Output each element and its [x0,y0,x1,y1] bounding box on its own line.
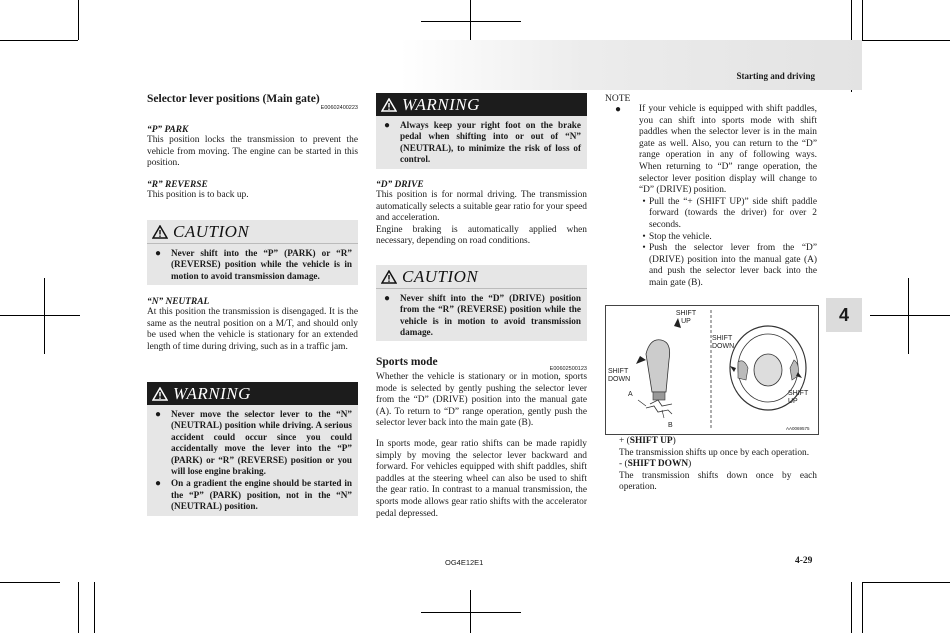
crop-mark [78,582,79,633]
caution-title: CAUTION [173,221,250,241]
bullet-icon: ● [384,120,391,131]
figure-code: AA0069575 [786,426,810,431]
reverse-text: This position is to back up. [147,189,249,200]
crop-mark [908,278,909,354]
note-item [605,104,817,290]
shift-down-text: The transmission shifts down once by each operation. [619,470,817,493]
caution-box [147,220,358,285]
warning-header [147,382,358,405]
caution-header [376,265,587,289]
shift-down-heading: - (SHIFT DOWN) [619,459,692,470]
drive-text: This position is for normal driving. The transmission automatically selects a suitable gear ratio for your speed and acceleration. [376,190,587,224]
crop-mark [851,582,852,633]
sports-mode-text: Whether the vehicle is stationary or in motion, sports mode is selected by gently pushing the selector lever from the “D” (DRIVE) position into the manual gate (A). To return to “D” range operation, gently push the selector lever back into the main gate (B). [376,372,587,429]
caution-title: CAUTION [402,266,479,286]
drive-section [376,180,587,248]
park-text: This position locks the transmission to prevent the vehicle from moving. The engine can be started in this position. [147,135,358,169]
crop-mark [421,21,521,22]
caution-box [376,265,587,341]
bullet-icon: ● [615,104,622,115]
shift-up-heading: + (SHIFT UP) [619,436,676,446]
caution-item: ● Never shift into the “D” (DRIVE) position from the “R” (REVERSE) position while the vehicle is in motion to avoid transmission damage. [384,293,581,338]
warning-item: ● Never move the selector lever to the “N” (NEUTRAL) position while driving. A serious accident could occur since you could accidentally move the lever into the “P” (PARK) or “R” (REVERSE) position or you will lose engine braking. [155,409,352,477]
crop-mark [470,0,471,40]
crop-mark [470,590,471,633]
caution-header [147,220,358,244]
bullet-icon: ● [155,248,162,259]
bullet-icon: ● [155,409,162,420]
selector-lever-heading: Selector lever positions (Main gate) [147,93,320,105]
sports-mode-code: E00602500123 [549,366,587,372]
warning-title: WARNING [173,383,251,403]
crop-mark [862,40,950,41]
neutral-section [147,297,358,353]
note-text: If your vehicle is equipped with shift paddles, you can shift into sports mode with shift paddles when the selector lever is in the main gate as well. Also, you can return to the “D” range operation in any of following ways. When returning to “D” range operation, the selector lever position display will change to “D” (DRIVE) position. [639,104,817,196]
crop-mark [0,582,60,583]
shift-explanations [619,436,817,494]
warning-triangle-icon [376,98,402,112]
warning-header [376,93,587,116]
park-label: “P” PARK [147,125,189,135]
shift-up-text: The transmission shifts up once by each operation. [619,447,810,458]
crop-mark [78,0,79,40]
caution-item: ● Never shift into the “P” (PARK) or “R” (REVERSE) position while the vehicle is in motion to avoid transmission damage. [155,248,352,281]
gate-b-label: B [668,422,673,429]
crop-mark [44,278,45,354]
page-number: 4-29 [795,556,813,566]
footer-code: OG4E12E1 [445,558,484,567]
shift-down-label: SHIFT DOWN [608,368,631,383]
reverse-label: “R” REVERSE [147,179,208,190]
crop-mark [421,612,521,613]
neutral-text: At this position the transmission is disengaged. It is the same as the neutral position on a M/T, and should only be used when the vehicle is stationary for an extended length of time during driving, such as in a traffic jam. [147,307,358,352]
section-title: Starting and driving [736,71,815,81]
note-sub-item: • Stop the vehicle. [642,231,712,242]
sports-mode-heading: Sports mode [376,356,438,368]
warning-triangle-icon [376,270,402,284]
warning-box [376,93,587,169]
crop-mark [870,315,950,316]
shift-up-label: SHIFT UP [675,310,697,325]
chapter-tab: 4 [826,298,862,332]
note-sub-item: • Pull the “+ (SHIFT UP)” side shift paddle forward (towards the driver) for over 2 seconds. [642,196,817,230]
drive-text-2: Engine braking is automatically applied when necessary, depending on road conditions. [376,224,587,247]
sports-mode-section [376,356,587,520]
shift-illustration [605,305,819,435]
note-label: NOTE [605,94,631,104]
bullet-icon: ● [155,478,162,490]
gate-a-label: A [628,391,633,398]
note-section [605,94,817,290]
warning-box [147,382,358,516]
crop-mark [862,582,863,633]
shift-diagram-icon [606,306,818,434]
bullet-icon: ● [384,293,391,304]
crop-mark [94,582,95,633]
paddle-shift-down-label: SHIFT DOWN [712,335,735,350]
crop-mark [0,40,78,41]
heading-code: E00602400223 [320,105,358,111]
note-sub-item: • Push the selector lever from the “D” (DRIVE) position into the manual gate (A) and push the selector lever back into the main gate (B). [642,243,817,288]
drive-label: “D” DRIVE [376,180,424,190]
crop-mark [862,582,950,583]
warning-triangle-icon [147,225,173,239]
sports-mode-text-2: In sports mode, gear ratio shifts can be made rapidly simply by moving the selector lever backward and forward. For vehicles equipped with shift paddles, shift paddles at the steering wheel can also be used to shift the gear ratio. In contrast to a manual transmission, the sports mode allows gear ratio shifts with the accelerator pedal depressed. [376,438,587,519]
crop-mark [862,0,863,40]
warning-triangle-icon [147,387,173,401]
warning-title: WARNING [402,94,480,114]
warning-item: ● Always keep your right foot on the brake pedal when shifting into or out of “N” (NEUTRAL), to minimize the risk of loss of control. [384,120,581,165]
warning-item: ● On a gradient the engine should be started in the “P” (PARK) position, not in the “N” (NEUTRAL) position. [155,478,352,512]
paddle-shift-up-label: SHIFT UP [788,390,809,405]
crop-mark [0,315,80,316]
neutral-label: “N” NEUTRAL [147,297,210,307]
left-column [147,93,358,201]
header-band [400,40,862,90]
